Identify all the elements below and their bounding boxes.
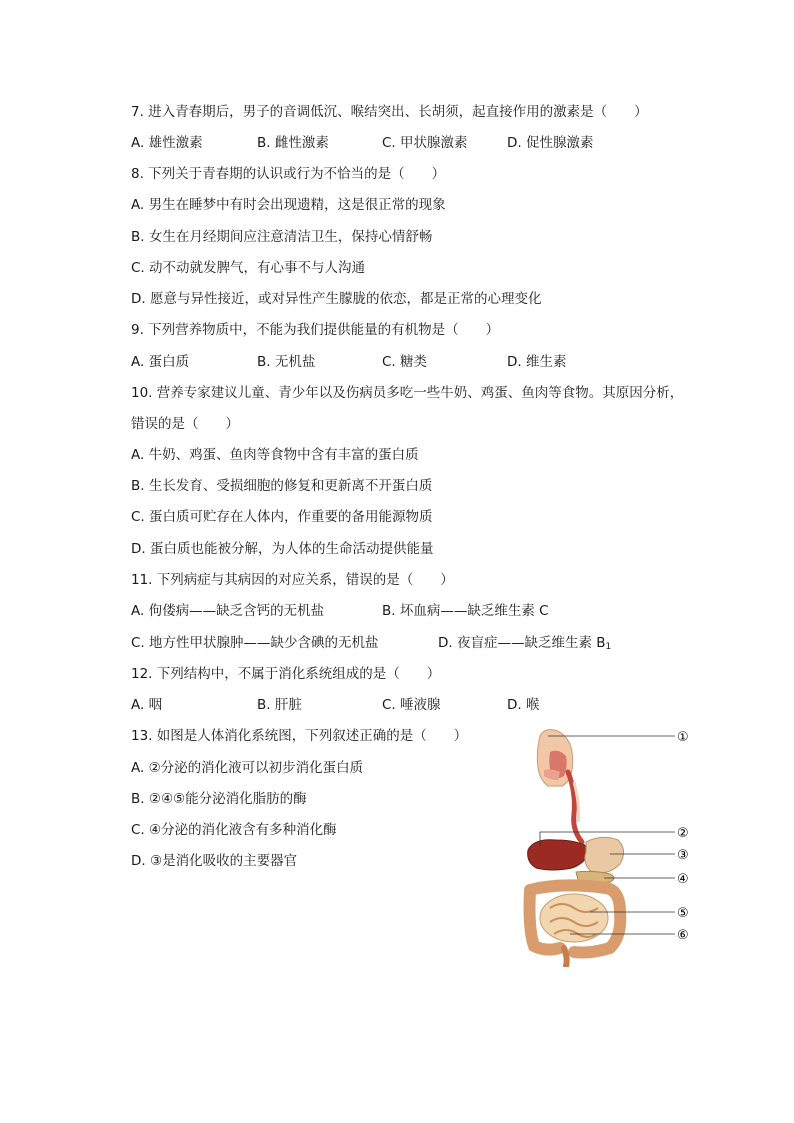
option-c: C. 甲状腺激素	[382, 135, 468, 151]
option-b: B. 坏血病——缺乏维生素 C	[382, 603, 549, 619]
stomach	[585, 837, 624, 873]
figure-label-5: ⑤	[677, 906, 689, 921]
option-c: C. 糖类	[382, 354, 428, 370]
option-d-subscript: 1	[605, 642, 612, 652]
question-10-option-b: B. 生长发育、受损细胞的修复和更新离不开蛋白质	[131, 478, 433, 494]
option-d: D. 维生素	[507, 354, 567, 370]
question-10-option-a: A. 牛奶、鸡蛋、鱼肉等食物中含有丰富的蛋白质	[131, 447, 419, 463]
option-c: C. 地方性甲状腺肿——缺少含碘的无机盐	[131, 635, 379, 651]
option-b: B. 肝脏	[257, 697, 302, 713]
option-b: B. 雌性激素	[257, 135, 329, 151]
option-d: D. 促性腺激素	[507, 135, 594, 151]
option-a: A. 雄性激素	[131, 135, 203, 151]
option-b: B. 无机盐	[257, 354, 316, 370]
small-intestine	[540, 894, 608, 942]
option-d-text: D. 夜盲症——缺乏维生素 B	[438, 635, 606, 651]
question-13-option-c: C. ④分泌的消化液含有多种消化酶	[131, 822, 337, 838]
question-8-option-a: A. 男生在睡梦中有时会出现遗精，这是很正常的现象	[131, 197, 446, 213]
head-illustration	[537, 730, 572, 786]
question-13-option-b: B. ②④⑤能分泌消化脂肪的酶	[131, 791, 307, 807]
question-8-stem: 8. 下列关于青春期的认识或行为不恰当的是（ ）	[131, 166, 446, 182]
question-11-stem: 11. 下列病症与其病因的对应关系，错误的是（ ）	[131, 572, 454, 588]
rectum	[564, 948, 567, 966]
figure-label-6: ⑥	[677, 928, 689, 943]
question-12-stem: 12. 下列结构中，不属于消化系统组成的是（ ）	[131, 666, 441, 682]
figure-label-3: ③	[677, 848, 689, 863]
question-7-stem: 7. 进入青春期后，男子的音调低沉、喉结突出、长胡须，起直接作用的激素是（ ）	[131, 104, 648, 120]
question-8-option-b: B. 女生在月经期间应注意清洁卫生，保持心情舒畅	[131, 229, 433, 245]
digestive-system-figure	[510, 722, 710, 967]
option-d: D. 喉	[507, 697, 540, 713]
option-a: A. 佝偻病——缺乏含钙的无机盐	[131, 603, 325, 619]
question-13-option-a: A. ②分泌的消化液可以初步消化蛋白质	[131, 760, 364, 776]
option-d	[438, 633, 611, 657]
question-10-stem-line1: 10. 营养专家建议儿童、青少年以及伤病员多吃一些牛奶、鸡蛋、鱼肉等食物。其原因分析，	[131, 385, 684, 401]
figure-label-2: ②	[677, 826, 689, 841]
question-10-option-c: C. 蛋白质可贮存在人体内，作重要的备用能源物质	[131, 509, 433, 525]
question-13-stem: 13. 如图是人体消化系统图，下列叙述正确的是（ ）	[131, 728, 468, 744]
option-a: A. 蛋白质	[131, 354, 190, 370]
liver	[528, 840, 590, 870]
question-9-stem: 9. 下列营养物质中，不能为我们提供能量的有机物是（ ）	[131, 322, 500, 338]
option-a: A. 咽	[131, 697, 163, 713]
figure-label-1: ①	[677, 730, 689, 745]
question-13-option-d: D. ③是消化吸收的主要器官	[131, 853, 298, 869]
question-10-stem-line2: 错误的是（ ）	[131, 416, 239, 432]
option-c: C. 唾液腺	[382, 697, 441, 713]
question-10-option-d: D. 蛋白质也能被分解，为人体的生命活动提供能量	[131, 541, 434, 557]
question-8-option-d: D. 愿意与异性接近，或对异性产生朦胧的依恋，都是正常的心理变化	[131, 291, 542, 307]
figure-label-4: ④	[677, 872, 689, 887]
question-8-option-c: C. 动不动就发脾气，有心事不与人沟通	[131, 260, 366, 276]
